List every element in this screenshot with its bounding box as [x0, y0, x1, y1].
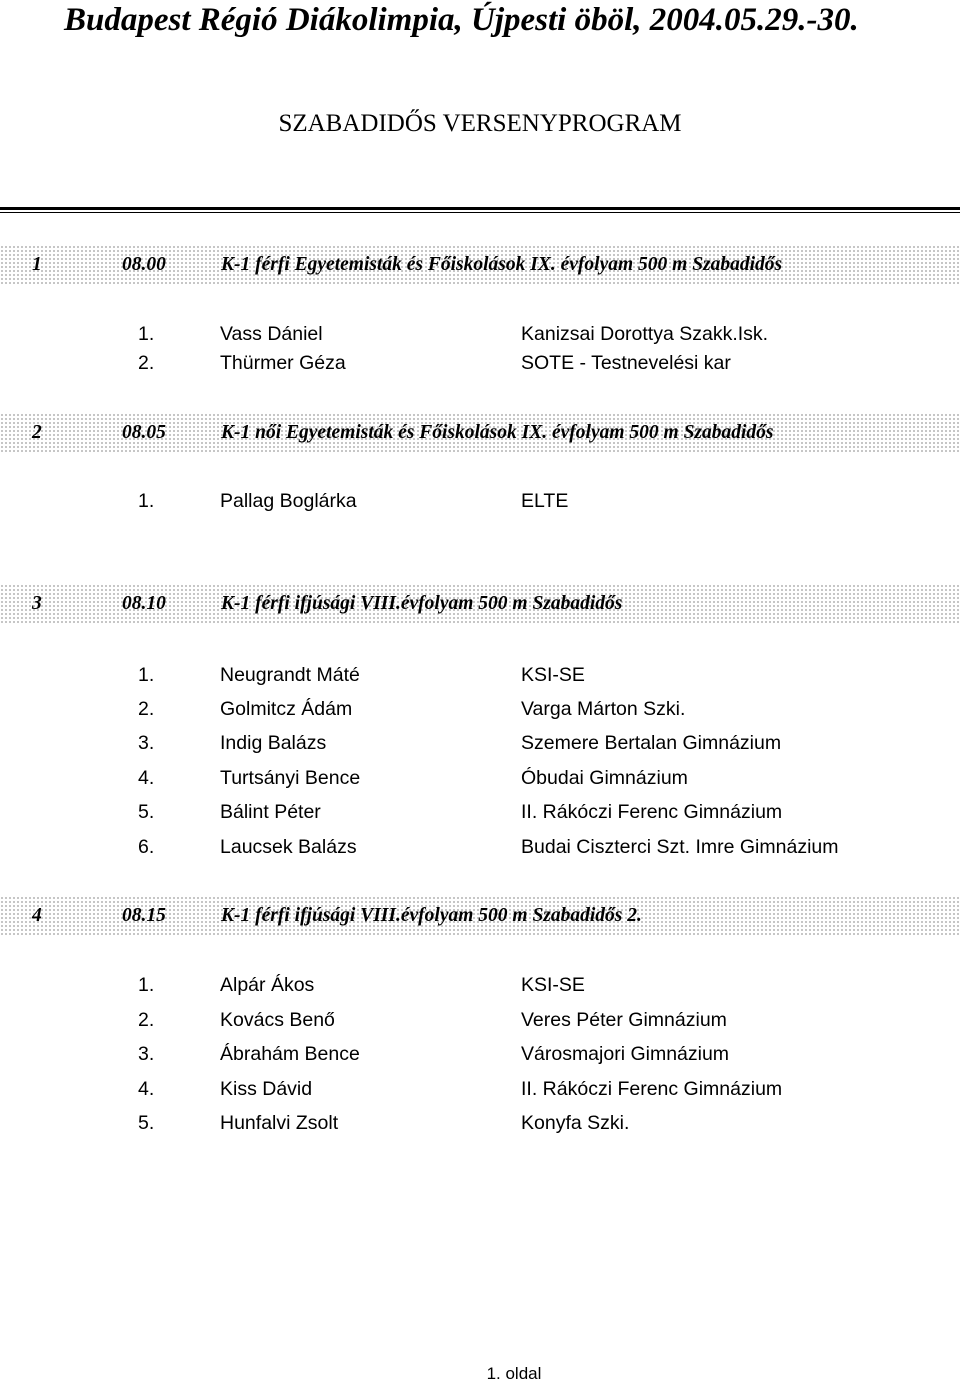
race-title: K-1 férfi ifjúsági VIII.évfolyam 500 m Szabadidős 2. [221, 905, 642, 926]
race-number: 1 [32, 254, 42, 275]
result-club: Kanizsai Dorottya Szakk.Isk. [521, 323, 769, 345]
page-title: Budapest Régió Diákolimpia, Újpesti öböl, 2004.05.29.-30. [64, 2, 859, 38]
race-time: 08.00 [122, 254, 166, 275]
result-name: Bálint Péter [220, 801, 321, 823]
result-name: Thürmer Géza [220, 352, 346, 374]
result-club: Szemere Bertalan Gimnázium [521, 732, 782, 754]
result-club: ELTE [521, 490, 569, 512]
race-number: 3 [32, 593, 42, 614]
race-time: 08.10 [122, 593, 166, 614]
result-place: 2. [138, 698, 155, 720]
result-name: Kovács Benő [220, 1009, 335, 1031]
result-name: Ábrahám Bence [220, 1043, 360, 1065]
race-number: 2 [32, 422, 42, 443]
result-name: Indig Balázs [220, 732, 327, 754]
page-subtitle: SZABADIDŐS VERSENYPROGRAM [278, 110, 682, 137]
result-place: 1. [138, 664, 155, 686]
result-name: Hunfalvi Zsolt [220, 1112, 339, 1134]
result-place: 2. [138, 352, 155, 374]
result-row [0, 486, 960, 516]
result-name: Pallag Boglárka [220, 490, 357, 512]
race-header [0, 245, 960, 285]
result-name: Vass Dániel [220, 323, 323, 345]
result-club: II. Rákóczi Ferenc Gimnázium [521, 801, 783, 823]
result-place: 6. [138, 836, 155, 858]
result-row [0, 1074, 960, 1104]
result-name: Kiss Dávid [220, 1078, 313, 1100]
page-number: 1. oldal [486, 1364, 542, 1383]
result-row [0, 660, 960, 690]
result-name: Laucsek Balázs [220, 836, 357, 858]
result-name: Turtsányi Bence [220, 767, 361, 789]
race-time: 08.15 [122, 905, 166, 926]
result-place: 2. [138, 1009, 155, 1031]
race-number: 4 [32, 905, 42, 926]
race-header [0, 584, 960, 624]
result-club: Óbudai Gimnázium [521, 767, 688, 789]
result-place: 3. [138, 1043, 155, 1065]
result-row [0, 694, 960, 724]
race-title: K-1 férfi ifjúsági VIII.évfolyam 500 m Szabadidős [221, 593, 623, 614]
divider-thin [0, 212, 960, 213]
result-club: Városmajori Gimnázium [521, 1043, 730, 1065]
result-place: 4. [138, 767, 155, 789]
result-club: Budai Ciszterci Szt. Imre Gimnázium [521, 836, 839, 858]
result-row [0, 728, 960, 758]
result-club: SOTE - Testnevelési kar [521, 352, 731, 374]
result-row [0, 763, 960, 793]
result-place: 1. [138, 323, 155, 345]
result-row [0, 832, 960, 862]
result-row [0, 1005, 960, 1035]
result-row [0, 348, 960, 378]
race-header [0, 413, 960, 453]
result-row [0, 1108, 960, 1138]
result-name: Neugrandt Máté [220, 664, 360, 686]
result-place: 4. [138, 1078, 155, 1100]
result-place: 1. [138, 974, 155, 996]
result-row [0, 970, 960, 1000]
result-club: Varga Márton Szki. [521, 698, 686, 720]
race-time: 08.05 [122, 422, 166, 443]
result-club: KSI-SE [521, 664, 585, 686]
race-title: K-1 férfi Egyetemisták és Főiskolások IX. évfolyam 500 m Szabadidős [221, 254, 783, 275]
result-place: 5. [138, 801, 155, 823]
result-name: Alpár Ákos [220, 974, 315, 996]
result-club: II. Rákóczi Ferenc Gimnázium [521, 1078, 783, 1100]
result-name: Golmitcz Ádám [220, 698, 353, 720]
race-title: K-1 női Egyetemisták és Főiskolások IX. évfolyam 500 m Szabadidős [221, 422, 774, 443]
result-place: 3. [138, 732, 155, 754]
result-place: 1. [138, 490, 155, 512]
result-club: KSI-SE [521, 974, 585, 996]
divider-thick [0, 207, 960, 210]
race-header [0, 896, 960, 936]
result-row [0, 1039, 960, 1069]
result-place: 5. [138, 1112, 155, 1134]
result-club: Konyfa Szki. [521, 1112, 630, 1134]
result-row [0, 319, 960, 349]
result-club: Veres Péter Gimnázium [521, 1009, 727, 1031]
result-row [0, 797, 960, 827]
